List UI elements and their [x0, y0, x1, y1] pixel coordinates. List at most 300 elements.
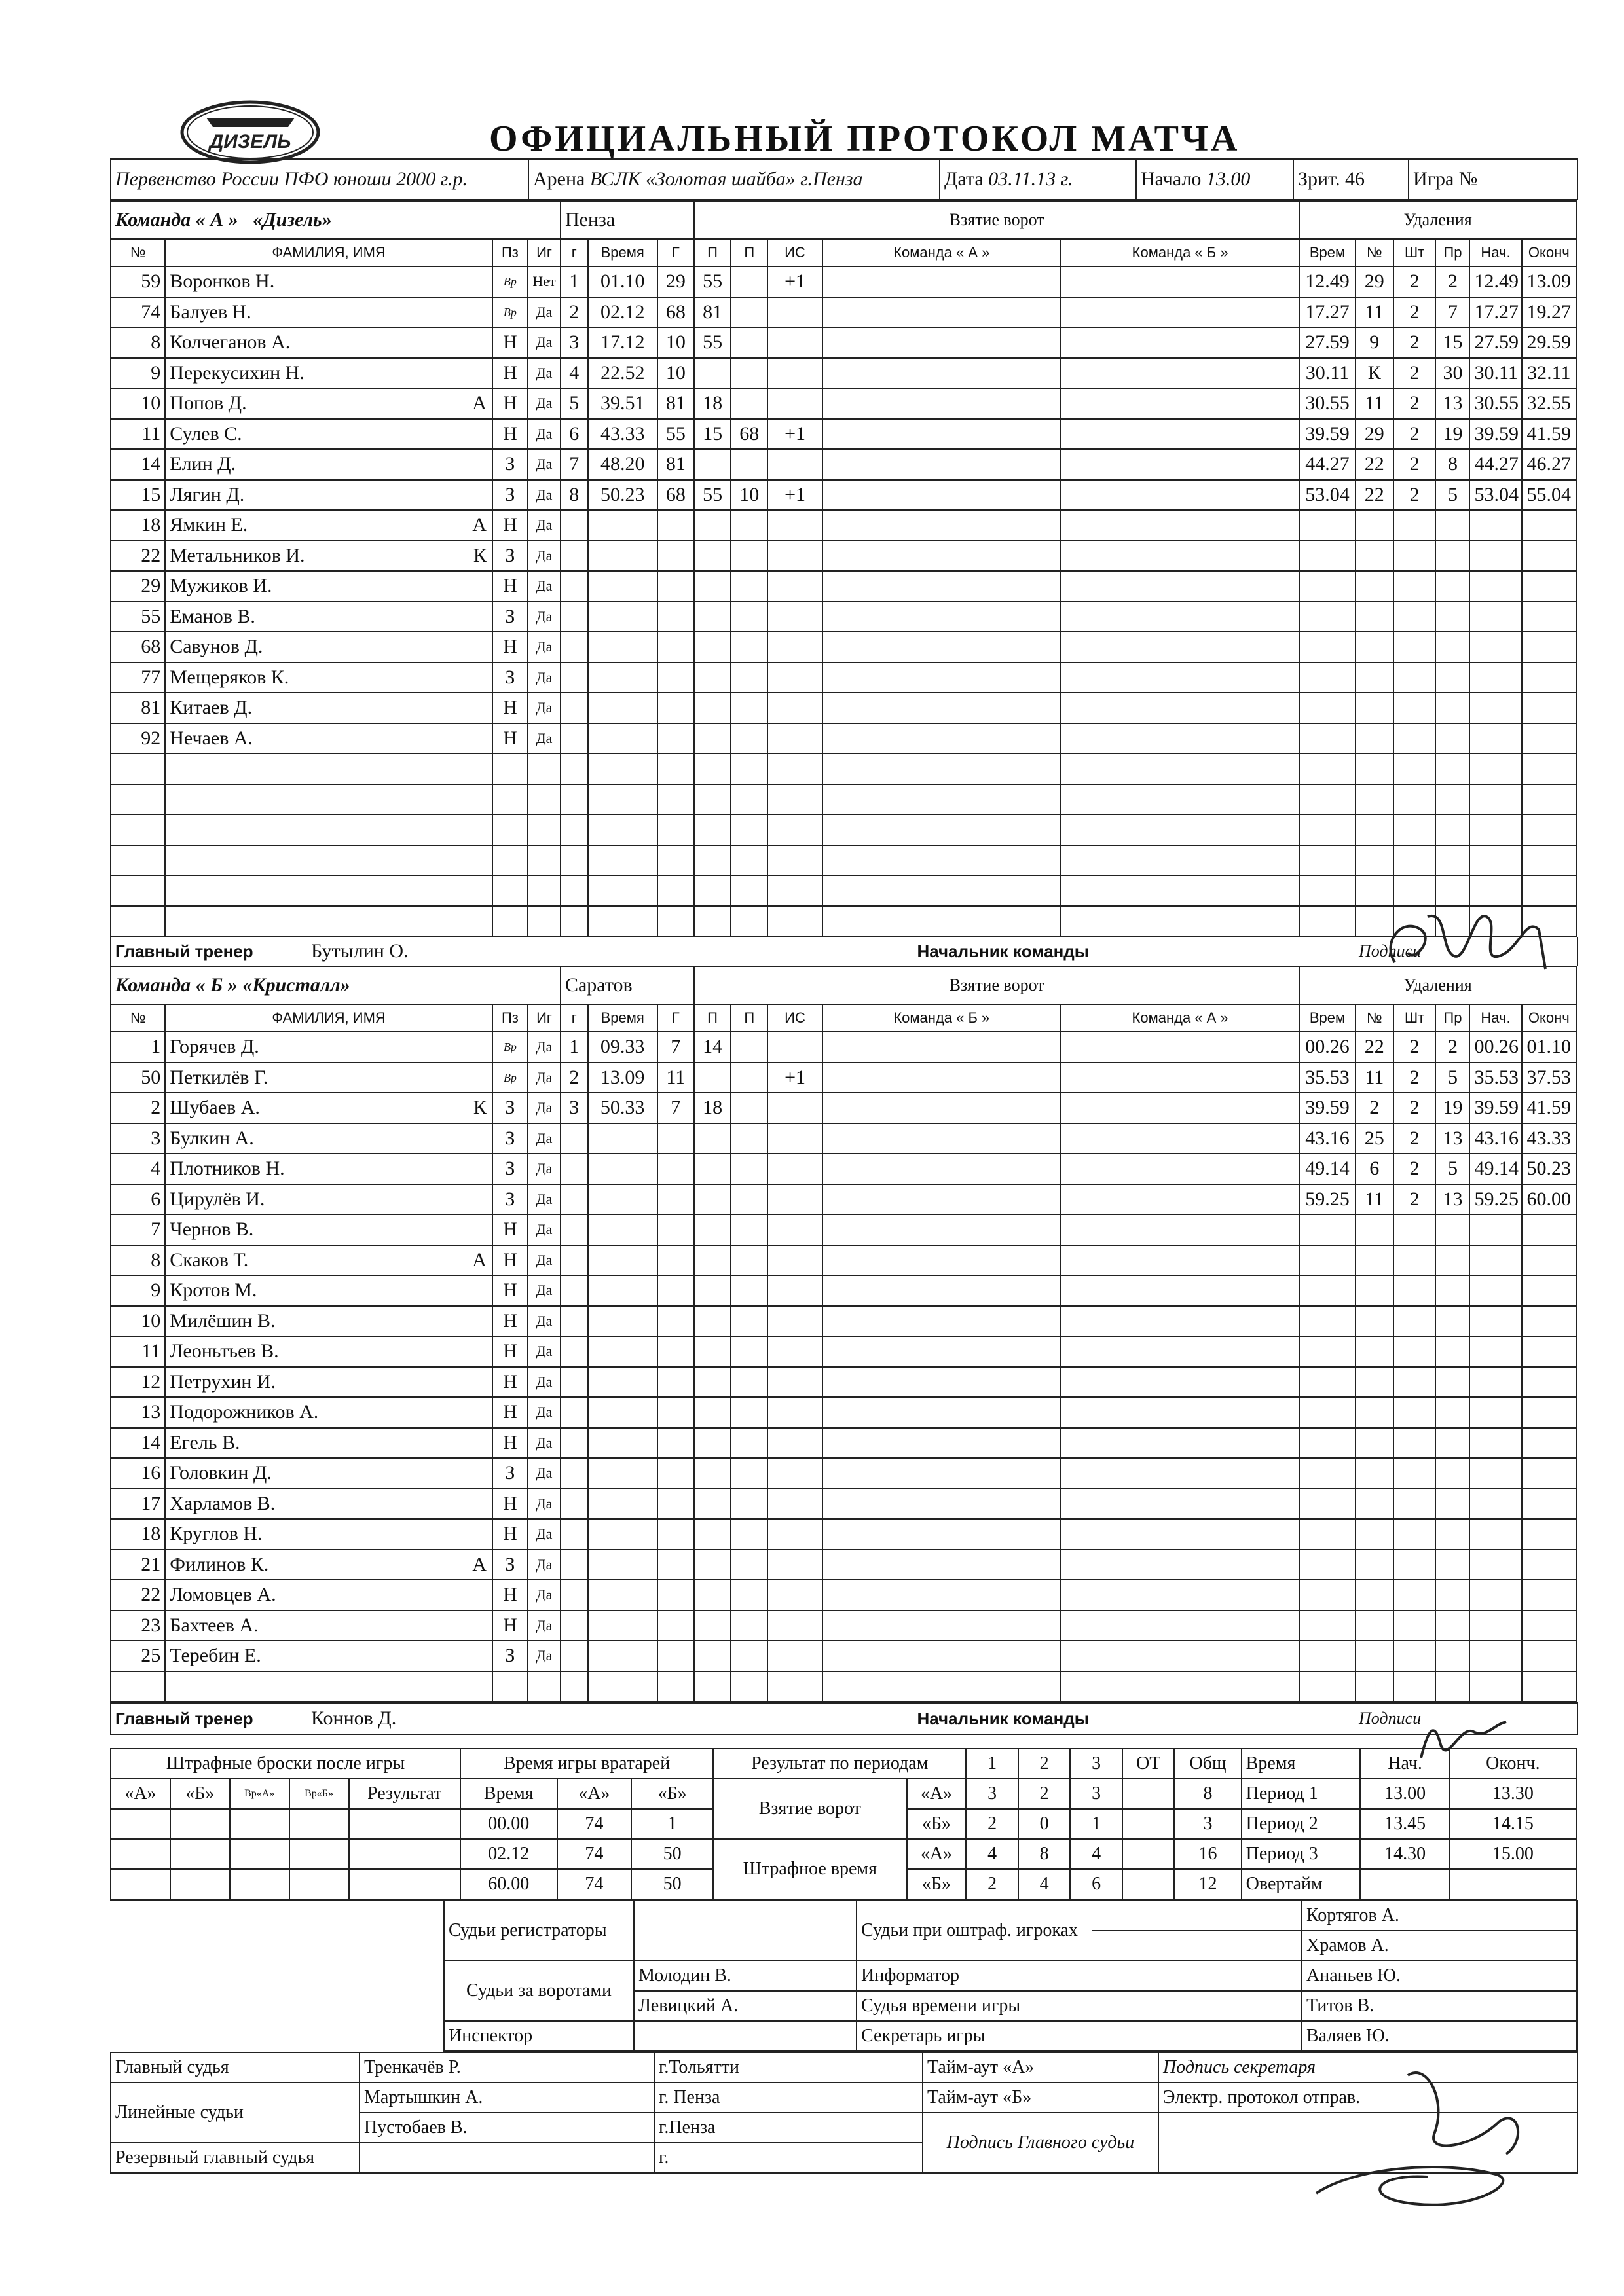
player-name-text: Харламов В.: [170, 1492, 276, 1514]
pen-reason: [1435, 1428, 1469, 1459]
col-team-a: Команда « А »: [822, 239, 1061, 266]
player-num: 14: [111, 449, 165, 480]
player-num: 25: [111, 1641, 165, 1671]
player-row: [111, 875, 1576, 906]
lineup-team: [822, 1093, 1061, 1123]
player-pos: З: [492, 1093, 528, 1123]
col-pos: Пз: [492, 239, 528, 266]
goal-time: [588, 875, 657, 906]
pen-reason: [1435, 1214, 1469, 1245]
player-pos: Н: [492, 1336, 528, 1367]
lineup-team: [822, 1671, 1061, 1702]
pen-reason: [1435, 510, 1469, 541]
player-row: [111, 845, 1576, 876]
pen-start: 00.26: [1469, 1032, 1521, 1063]
player-row: [111, 1671, 1576, 1702]
goal-assist2: [731, 784, 767, 815]
goal-time: 01.10: [588, 266, 657, 297]
player-played: Да: [528, 1611, 561, 1641]
pen-reason: [1435, 784, 1469, 815]
goal-index: [561, 571, 588, 602]
goal-strength: [767, 571, 822, 602]
pen-player: [1356, 1611, 1393, 1641]
player-pos: Н: [492, 571, 528, 602]
pen-player: [1356, 1428, 1393, 1459]
goal-strength: [767, 693, 822, 723]
player-row: [111, 449, 1576, 480]
lineup-team: [822, 1641, 1061, 1671]
goal-strength: [767, 1336, 822, 1367]
lineup-opp: [1061, 1336, 1299, 1367]
signature-secretary: [1277, 2062, 1552, 2226]
player-played: Да: [528, 297, 561, 328]
player-name-text: Филинов К.: [170, 1553, 269, 1575]
pim-a-p2: 8: [1018, 1839, 1071, 1869]
goal-index: 7: [561, 449, 588, 480]
page-title: ОФИЦИАЛЬНЫЙ ПРОТОКОЛ МАТЧА: [489, 118, 1240, 159]
player-pos: Н: [492, 510, 528, 541]
team-a-city: Пенза: [561, 201, 694, 239]
goal-assist1: [694, 814, 731, 845]
pen-player: 22: [1356, 480, 1393, 511]
pen-reason: [1435, 814, 1469, 845]
goal-scorer: 7: [657, 1032, 694, 1063]
goal-scorer: 81: [657, 388, 694, 419]
player-played: Да: [528, 327, 561, 358]
player-name: [165, 632, 492, 663]
player-num: [111, 814, 165, 845]
signature-team-a: [1369, 890, 1565, 1002]
player-pos: Вр: [492, 297, 528, 328]
player-played: Да: [528, 1032, 561, 1063]
goal-time: [588, 1611, 657, 1641]
pen-player: [1356, 1458, 1393, 1489]
goals-b-p1: 2: [966, 1809, 1018, 1839]
goal-strength: [767, 1641, 822, 1671]
lineup-opp: [1061, 419, 1299, 450]
player-played: [528, 845, 561, 876]
player-name: [165, 327, 492, 358]
col-time: Время: [588, 1004, 657, 1032]
goal-assist1: [694, 845, 731, 876]
player-pos: Вр: [492, 1063, 528, 1093]
player-num: 11: [111, 1336, 165, 1367]
player-name: [165, 602, 492, 632]
pen-start: [1469, 541, 1521, 572]
gk-row2-a: 74: [557, 1839, 632, 1869]
goal-assist1: [694, 449, 731, 480]
player-name: [165, 1123, 492, 1154]
goal-scorer: [657, 1611, 694, 1641]
player-name-text: Лягин Д.: [170, 483, 245, 505]
player-row: [111, 1489, 1576, 1520]
player-pos: Н: [492, 1397, 528, 1428]
goal-assist1: [694, 1336, 731, 1367]
pen-minutes: [1393, 510, 1436, 541]
goal-time: [588, 1428, 657, 1459]
player-num: 9: [111, 358, 165, 389]
player-row: [111, 1641, 1576, 1671]
pen-minutes: [1393, 632, 1436, 663]
goal-index: 3: [561, 1093, 588, 1123]
col-pos: Пз: [492, 1004, 528, 1032]
reserve-ref-label: Резервный главный судья: [111, 2143, 360, 2173]
goals-b-total: 3: [1174, 1809, 1241, 1839]
player-played: Да: [528, 449, 561, 480]
pen-player: 29: [1356, 419, 1393, 450]
goal-time: [588, 1367, 657, 1398]
goal-index: 1: [561, 266, 588, 297]
goal-judge-1: Молодин В.: [634, 1961, 857, 1991]
goal-strength: [767, 449, 822, 480]
col-g: г: [561, 239, 588, 266]
goals-a-p2: 2: [1018, 1779, 1071, 1809]
player-pos: [492, 845, 528, 876]
pen-reason: 19: [1435, 419, 1469, 450]
pen-reason: [1435, 1519, 1469, 1550]
pen-minutes: 2: [1393, 266, 1436, 297]
goal-index: [561, 1489, 588, 1520]
goal-strength: [767, 327, 822, 358]
pen-end: [1522, 814, 1576, 845]
lineup-team: [822, 1489, 1061, 1520]
pen-minutes: [1393, 541, 1436, 572]
col-g: г: [561, 1004, 588, 1032]
goal-assist1: [694, 693, 731, 723]
goal-index: [561, 1550, 588, 1580]
player-name: [165, 510, 492, 541]
pen-start: 43.16: [1469, 1123, 1521, 1154]
goal-assist2: [731, 1306, 767, 1337]
goal-strength: [767, 906, 822, 937]
lineup-team: [822, 1611, 1061, 1641]
goal-assist1: 55: [694, 480, 731, 511]
team-b-city: Саратов: [561, 966, 694, 1004]
goal-time: 50.23: [588, 480, 657, 511]
pen-time: 49.14: [1299, 1154, 1355, 1184]
goal-index: [561, 1397, 588, 1428]
pen-time: [1299, 1275, 1355, 1306]
lineup-opp: [1061, 906, 1299, 937]
pen-minutes: 2: [1393, 388, 1436, 419]
player-played: Да: [528, 602, 561, 632]
goal-assist2: [731, 602, 767, 632]
col-pen-time: Врем: [1299, 239, 1355, 266]
spectators-cell: Зрит. 46: [1293, 159, 1409, 200]
period-col-ot: ОТ: [1122, 1749, 1175, 1779]
pen-minutes: [1393, 1275, 1436, 1306]
goal-scorer: [657, 1306, 694, 1337]
goal-index: 2: [561, 1063, 588, 1093]
player-pos: Н: [492, 1611, 528, 1641]
pim-b-total: 12: [1174, 1869, 1241, 1899]
goal-assist2: [731, 1641, 767, 1671]
informer: Ананьев Ю.: [1302, 1961, 1577, 1991]
pim-a-tag: «А»: [907, 1839, 967, 1869]
lineup-team: [822, 419, 1061, 450]
goal-index: 4: [561, 358, 588, 389]
lineup-opp: [1061, 1397, 1299, 1428]
player-num: 13: [111, 1397, 165, 1428]
player-row: [111, 1032, 1576, 1063]
player-row: [111, 388, 1576, 419]
col-is: ИС: [767, 239, 822, 266]
pen-minutes: 2: [1393, 449, 1436, 480]
col-assist1: П: [694, 1004, 731, 1032]
player-pos: Н: [492, 388, 528, 419]
pen-minutes: [1393, 814, 1436, 845]
player-row: [111, 1367, 1576, 1398]
player-played: [528, 1671, 561, 1702]
goal-strength: [767, 845, 822, 876]
player-role-mark: А: [472, 514, 487, 536]
player-name-text: Перекусихин Н.: [170, 361, 304, 384]
pen-reason: [1435, 1611, 1469, 1641]
pim-b-p1: 2: [966, 1869, 1018, 1899]
player-pos: Н: [492, 1275, 528, 1306]
pen-player: [1356, 541, 1393, 572]
goal-scorer: [657, 1550, 694, 1580]
goal-assist2: [731, 1336, 767, 1367]
player-played: Да: [528, 1336, 561, 1367]
pen-minutes: [1393, 571, 1436, 602]
player-played: Да: [528, 480, 561, 511]
pen-player: [1356, 723, 1393, 754]
goal-index: [561, 845, 588, 876]
player-played: Да: [528, 1154, 561, 1184]
lineup-opp: [1061, 449, 1299, 480]
player-name-text: Цирулёв И.: [170, 1188, 265, 1210]
player-name: [165, 449, 492, 480]
goal-assist2: [731, 1154, 767, 1184]
head-coach-a: Бутылин О.: [311, 940, 409, 962]
goal-scorer: [657, 1671, 694, 1702]
player-played: Да: [528, 1093, 561, 1123]
inspector-label: Инспектор: [444, 2021, 634, 2051]
player-row: [111, 358, 1576, 389]
goal-assist2: [731, 571, 767, 602]
pen-minutes: 2: [1393, 419, 1436, 450]
player-name: [165, 1550, 492, 1580]
goal-scorer: [657, 875, 694, 906]
pen-time: 00.26: [1299, 1032, 1355, 1063]
player-num: 16: [111, 1458, 165, 1489]
lineup-team: [822, 1063, 1061, 1093]
player-row: [111, 1550, 1576, 1580]
goal-scorer: [657, 1184, 694, 1215]
date-cell: Дата 03.11.13 г.: [940, 159, 1136, 200]
player-row: [111, 1123, 1576, 1154]
goal-scorer: 68: [657, 297, 694, 328]
pen-reason: [1435, 1306, 1469, 1337]
pen-start: [1469, 1306, 1521, 1337]
pen-start: [1469, 1580, 1521, 1611]
pen-time: [1299, 693, 1355, 723]
player-num: [111, 906, 165, 937]
pen-end: 29.59: [1522, 327, 1576, 358]
goal-assist1: [694, 1611, 731, 1641]
pen-start: [1469, 1550, 1521, 1580]
pen-minutes: [1393, 1489, 1436, 1520]
goals-b-tag: «Б»: [907, 1809, 967, 1839]
player-row: [111, 906, 1576, 937]
player-row: [111, 632, 1576, 663]
pen-reason: 13: [1435, 1184, 1469, 1215]
player-played: Да: [528, 510, 561, 541]
player-row: [111, 541, 1576, 572]
lineup-team: [822, 1367, 1061, 1398]
goal-assist2: [731, 266, 767, 297]
goal-scorer: 68: [657, 480, 694, 511]
player-played: Да: [528, 1550, 561, 1580]
player-name-text: Леоньтьев В.: [170, 1340, 279, 1362]
player-pos: З: [492, 1184, 528, 1215]
pen-player: [1356, 845, 1393, 876]
player-played: Да: [528, 1458, 561, 1489]
lineup-opp: [1061, 1519, 1299, 1550]
pen-reason: [1435, 1641, 1469, 1671]
pen-time: 17.27: [1299, 297, 1355, 328]
player-role-mark: К: [473, 1097, 487, 1119]
pen-reason: [1435, 693, 1469, 723]
pen-end: 41.59: [1522, 1093, 1576, 1123]
player-name-text: Елин Д.: [170, 453, 236, 475]
player-name: [165, 1367, 492, 1398]
player-row: [111, 1428, 1576, 1459]
goals-b-p3: 1: [1070, 1809, 1122, 1839]
timekeeper: Титов В.: [1302, 1991, 1577, 2021]
pen-end: 01.10: [1522, 1032, 1576, 1063]
pen-start: [1469, 784, 1521, 815]
player-num: 22: [111, 1580, 165, 1611]
pen-time: [1299, 1671, 1355, 1702]
gk-row3-b: 50: [631, 1869, 713, 1899]
pen-start: 39.59: [1469, 419, 1521, 450]
player-played: Да: [528, 419, 561, 450]
pen-time: [1299, 602, 1355, 632]
goals-a-tag: «А»: [907, 1779, 967, 1809]
pen-player: 11: [1356, 297, 1393, 328]
pen-end: 46.27: [1522, 449, 1576, 480]
reserve-ref-city: г.: [654, 2143, 923, 2173]
main-ref-city: г.Тольятти: [654, 2052, 923, 2083]
pen-start: [1469, 1397, 1521, 1428]
so-col-gk-b: Вр«Б»: [289, 1779, 349, 1809]
player-num: 6: [111, 1184, 165, 1215]
player-pos: [492, 1671, 528, 1702]
linesmen-label: Линейные судьи: [111, 2083, 360, 2143]
player-num: 18: [111, 1519, 165, 1550]
col-pen-start: Нач.: [1469, 1004, 1521, 1032]
player-row: [111, 663, 1576, 693]
pim-b-tag: «Б»: [907, 1869, 967, 1899]
lineup-opp: [1061, 875, 1299, 906]
goal-time: 09.33: [588, 1032, 657, 1063]
col-pen-time: Врем: [1299, 1004, 1355, 1032]
player-num: 18: [111, 510, 165, 541]
player-row: [111, 1336, 1576, 1367]
pim-a-p1: 4: [966, 1839, 1018, 1869]
lineup-team: [822, 541, 1061, 572]
lineup-team: [822, 1580, 1061, 1611]
main-ref-label: Главный судья: [111, 2052, 360, 2083]
goal-scorer: [657, 1489, 694, 1520]
pen-start: 59.25: [1469, 1184, 1521, 1215]
goals-b-ot: [1122, 1809, 1175, 1839]
player-pos: [492, 906, 528, 937]
player-played: Да: [528, 1397, 561, 1428]
pen-minutes: [1393, 602, 1436, 632]
player-name: [165, 723, 492, 754]
goal-scorer: [657, 1458, 694, 1489]
linesman-1: Мартышкин А.: [360, 2083, 654, 2113]
pen-player: [1356, 1397, 1393, 1428]
player-name: [165, 1641, 492, 1671]
col-pen-end: Оконч: [1522, 239, 1576, 266]
head-coach-label-a: Главный тренер: [111, 937, 307, 966]
goal-assist2: 68: [731, 419, 767, 450]
goal-strength: [767, 1275, 822, 1306]
player-name-text: Еманов В.: [170, 605, 255, 627]
pen-player: [1356, 510, 1393, 541]
player-played: [528, 784, 561, 815]
pen-time: [1299, 784, 1355, 815]
goal-assist2: [731, 1489, 767, 1520]
player-name: [165, 906, 492, 937]
player-name: [165, 663, 492, 693]
so-col-a: «А»: [111, 1779, 170, 1809]
goal-assist1: [694, 632, 731, 663]
player-num: 3: [111, 1123, 165, 1154]
player-name-text: Егель В.: [170, 1431, 240, 1453]
goal-time: [588, 1641, 657, 1671]
lineup-team: [822, 1428, 1061, 1459]
pen-end: [1522, 1245, 1576, 1276]
pen-minutes: [1393, 845, 1436, 876]
player-name-text: Китаев Д.: [170, 697, 253, 719]
goal-time: [588, 1336, 657, 1367]
goal-assist1: [694, 1550, 731, 1580]
pen-end: [1522, 1336, 1576, 1367]
goal-assist1: [694, 1641, 731, 1671]
goal-assist2: [731, 754, 767, 784]
player-num: 55: [111, 602, 165, 632]
pen-reason: 13: [1435, 388, 1469, 419]
pen-minutes: [1393, 1580, 1436, 1611]
pen-start: 27.59: [1469, 327, 1521, 358]
player-name: [165, 1275, 492, 1306]
e-protocol-label: Электр. протокол отправ.: [1158, 2083, 1578, 2113]
goal-assist1: [694, 784, 731, 815]
goal-index: [561, 1123, 588, 1154]
pen-player: [1356, 1580, 1393, 1611]
pen-reason: 19: [1435, 1093, 1469, 1123]
goal-index: [561, 632, 588, 663]
pen-reason: [1435, 1367, 1469, 1398]
pen-start: [1469, 1671, 1521, 1702]
lineup-team: [822, 602, 1061, 632]
goal-strength: [767, 1550, 822, 1580]
pen-minutes: 2: [1393, 1154, 1436, 1184]
player-pos: З: [492, 1123, 528, 1154]
player-num: 10: [111, 388, 165, 419]
goal-time: 02.12: [588, 297, 657, 328]
goal-assist2: [731, 1397, 767, 1428]
pen-reason: 2: [1435, 1032, 1469, 1063]
goal-assist2: [731, 1458, 767, 1489]
pen-player: [1356, 814, 1393, 845]
main-ref: Тренкачёв Р.: [360, 2052, 654, 2083]
